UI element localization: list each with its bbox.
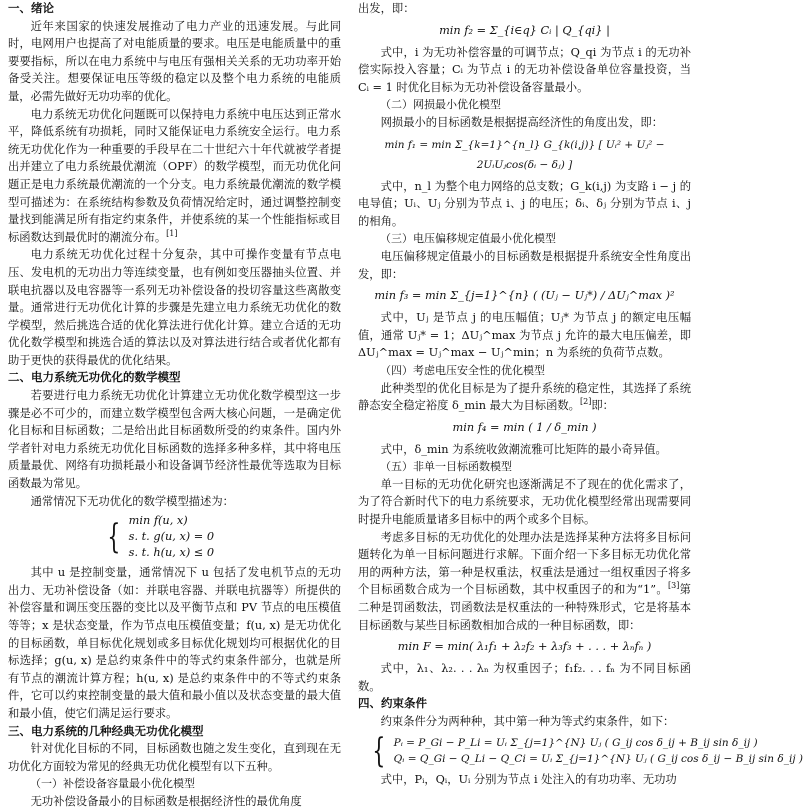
continued-paragraph: 出发，即： — [358, 2, 415, 15]
subsection-1-paragraph: 无功补偿设备最小的目标函数是根据经济性的最优角度 — [30, 794, 302, 808]
subsection-heading-1: （一）补偿设备容量最小优化模型 — [30, 777, 195, 791]
subsection-3-paragraph: 电压偏移规定值最小的目标函数是根据提升系统安全性角度出发，即： — [358, 249, 691, 281]
subsection-4-paragraph — [358, 380, 691, 415]
section-heading-intro: 一、绪论 — [8, 1, 54, 15]
equation-line: Qᵢ = Q_Gi − Q_Li − Q_Ci = Uᵢ Σ_{j=1}^{N} Uⱼ ( G_ij cos δ_ij − B_ij sin δ_ij ) — [393, 752, 803, 765]
subsection-5-tail: 第二种是罚函数法，罚函数法是权重法的一种特殊形式，它是将基本目标函数与某些目标函数相加合成的一种目标函数，即： — [358, 583, 691, 632]
equation-line: s. t. h(u, x) ≤ 0 — [128, 546, 215, 560]
subsection-5-paragraph-2 — [358, 529, 691, 635]
model-paragraph-1: 若要进行电力系统无功优化计算建立无功优化数学模型这一步骤是必不可少的，而建立数学模型包含两大核心问题，一是确定优化目标和目标函数；二是给出此目标函数所受的约束条件。国内外学者针对电力系统无功优化目标函数的选择多种多样，其中将电压质量最优、网络有功损耗最小和设备调节经济性最优等选取为目标函数最为常见。 — [8, 389, 341, 491]
section-heading-model: 二、电力系统无功优化的数学模型 — [8, 370, 181, 385]
subsection-2-paragraph: 网损最小的目标函数是根据提高经济性的角度出发，即： — [380, 115, 664, 129]
brace-symbol: { — [372, 730, 386, 771]
section-heading-classic: 三、电力系统的几种经典无功优化模型 — [8, 723, 204, 738]
subsection-4-text: 此种类型的优化目标是为了提升系统的稳定性，其选择了系统静态安全稳定裕度 δ_min 最大为目标函数。 — [358, 381, 691, 413]
equation-f2-explanation: 式中，i 为无功补偿容量的可调节点；Q_qi 为节点 i 的无功补偿实际投入容量；Cᵢ 为节点 i 的无功补偿设备单位容量投资，当 Cᵢ = 1 时优化目标为无功补偿设备容量最小。 — [358, 45, 691, 94]
model-paragraph-2: 通常情况下无功优化的数学模型描述为： — [30, 494, 234, 508]
subsection-5-paragraph-1: 单一目标的无功优化研究也逐渐满足不了现在的优化需求了，为了符合新时代下的电力系统要求，无功优化模型经常出现需要同时提升电能质量诸多目标中的两个或多个目标。 — [358, 477, 691, 527]
equation-weighted: min F = min( λ₁f₁ + λ₂f₂ + λ₃f₃ + . . . + λₙfₙ ) — [397, 640, 652, 654]
equation-f4: min f₄ = min ( 1 / δ_min ) — [452, 420, 597, 434]
equation-line: Pᵢ = P_Gi − P_Li = Uᵢ Σ_{j=1}^{N} Uⱼ ( G_ij cos δ_ij + B_ij sin δ_ij ) — [393, 736, 758, 749]
equation-weighted-explanation: 式中，λ₁、λ₂. . . λₙ 为权重因子；f₁f₂. . . fₙ 为不同目标函数。 — [358, 662, 691, 693]
power-flow-equations — [368, 730, 803, 771]
right-column — [358, 0, 803, 788]
subsection-5-text: 考虑多目标的无功优化的处理办法是选择某种方法将多目标问题转化为单一目标问题进行求解。下面介绍一下多目标无功优化常用的两种方法，第一种是权重法，权重法是通过一组权重因子将多个目标函数合成为一个目标函数，其中权重因子的和为“1”。 — [358, 530, 691, 597]
equation-f1-explanation: 式中，n_l 为整个电力网络的总支数；G_k(i,j) 为支路 i − j 的电导值；Uᵢ、Uⱼ 分别为节点 i、j 的电压；δᵢ、δⱼ 分别为节点 i、j 的相角。 — [358, 179, 691, 228]
equation-f4-explanation: 式中，δ_min 为系统收敛潮流雅可比矩阵的最小奇异值。 — [380, 442, 667, 456]
equation-f2: min f₂ = Σ_{i∈q} Cᵢ | Q_{qi} | — [439, 23, 610, 37]
citation-ref: [2] — [579, 397, 592, 407]
citation-ref: [3] — [668, 581, 680, 591]
left-column — [8, 0, 341, 811]
power-flow-explanation: 式中，Pᵢ，Qᵢ，Uᵢ 分别为节点 i 处注入的有功功率、无功功 — [380, 772, 677, 786]
intro-paragraph-2 — [8, 106, 341, 247]
subsection-4-tail: 即： — [591, 399, 614, 413]
brace-symbol: { — [107, 517, 121, 558]
subsection-heading-5: （五）非单一目标函数模型 — [380, 460, 512, 474]
section-heading-constraints: 四、约束条件 — [358, 696, 427, 711]
intro-paragraph-1: 近年来国家的快速发展推动了电力产业的迅速发展。与此同时，电网用户也提高了对电能质量的要求。电压是电能质量中的重要要指标，所以在电力系统中与电压有强相关关系的无功功率开始备受关注。想要保证电压等级的稳定以及整个电力系统的电能质量，必需先做好无功功率的优化。 — [8, 19, 341, 103]
subsection-heading-3: （三）电压偏移规定值最小优化模型 — [380, 232, 556, 246]
optimization-model-equation — [103, 513, 341, 561]
model-paragraph-3: 其中 u 是控制变量，通常情况下 u 包括了发电机节点的无功出力、无功补偿设备（如：并联电容器、并联电抗器等）所提供的补偿容量和调压变压器的变比以及平衡节点和 PV 节点的电压模值等等；x 是状态变量，作为节点电压模值变量；f(u, x) 是无功优化的目标函数，单目标优化规划或多目标优化规划均可根据优化的目标选择；g(u, x) 是总约束条件中的等式约束条件部分，也就是所有节点的潮流计算方程；h(u, x) 是总约束条件中的不等式约束条件，它可以约束控制变量的最大值和最小值以及状态变量的最大值和最小值，使它们满足运行要求。 — [8, 566, 341, 720]
intro-paragraph-2-text: 电力系统无功优化问题既可以保持电力系统中电压达到正常水平，降低系统有功损耗，同时又能保证电力系统安全运行。电力系统无功优化作为一种重要的手段早在二十世纪六十年代就被学者提出并建立了电力系统最优潮流（OPF）的数学模型，而无功优化问题正是电力系统最优潮流的一个分支。电力系统最优潮流的数学模型可描述为：在系统结构参数及负荷情况给定时，通过调整控制变量找到能满足所有指定约束条件，并使系统的某一个性能指标或目标函数达到最优时的潮流分布。 — [8, 107, 341, 244]
classic-paragraph-1: 针对优化目标的不同，目标函数也随之发生变化，直到现在无功优化方面较为常见的经典无功优化模型有以下五种。 — [8, 742, 341, 773]
equation-f1: min f₁ = min Σ_{k=1}^{n_l} G_{k(i,j)} [ Uᵢ² + Uⱼ² − 2UᵢUⱼcos(δᵢ − δⱼ) ] — [384, 138, 665, 171]
equation-line: s. t. g(u, x) = 0 — [128, 530, 215, 544]
equation-f3-explanation: 式中，Uⱼ 是节点 j 的电压幅值；Uⱼ* 为节点 j 的额定电压幅值，通常 Uⱼ* = 1；ΔUⱼ^max 为节点 j 允许的最大电压偏差，即 ΔUⱼ^max = Uⱼ^max − Uⱼ^min；n 为系统的负荷节点数。 — [358, 311, 691, 360]
equation-f3: min f₃ = min Σ_{j=1}^{n} ( (Uⱼ − Uⱼ*) / ΔUⱼ^max )² — [374, 289, 675, 303]
citation-ref: [1] — [166, 228, 178, 238]
intro-paragraph-3: 电力系统无功优化过程十分复杂，其中可操作变量有节点电压、发电机的无功出力等连续变量，也有例如变压器抽头位置、并联电抗器以及电容器等一系列无功补偿设备的投切容量这些离散变量。通常进行无功优化计算的步骤是先建立电力系统无功优化的数学模型，然后挑选合适的优化算法进行优化计算。建立合适的无功优化数学模型和挑选合适的算法以及对算法进行结合或者优化都有助于更快的获得最优的优化结果。 — [8, 248, 341, 367]
constraints-paragraph: 约束条件分为两种种，其中第一种为等式约束条件，如下： — [380, 715, 675, 728]
equation-line: min f(u, x) — [128, 514, 188, 528]
subsection-heading-2: （二）网损最小优化模型 — [380, 98, 501, 112]
subsection-heading-4: （四）考虑电压安全性的优化模型 — [380, 363, 545, 377]
